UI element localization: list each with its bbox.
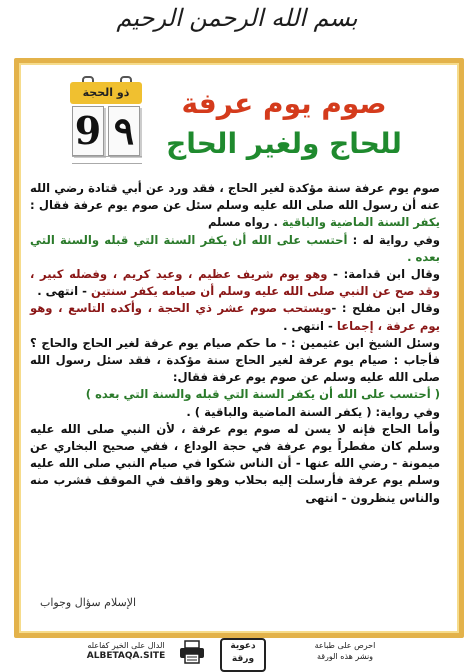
body-text: وقال ابن قدامة: -	[327, 267, 440, 282]
logo-text: دعوية	[230, 641, 256, 651]
body-text: صوم يوم عرفة سنة مؤكدة لغير الحاج ، فقد ورد عن أبي قتادة رضي الله عنه أن رسول الله صلى الله عليه وسلم سئل عن صوم يوم عرفة فقال :	[30, 181, 440, 213]
page-title: صوم يوم عرفة	[181, 87, 387, 120]
logo-text: ورقة	[231, 654, 255, 664]
printer-icon	[178, 640, 206, 664]
body-text: وسئل الشيخ ابن عثيمين : - ما حكم صيام يوم عرفة لغير الحاج والحاج ؟ فأجاب : صيام يوم عرفة لغير الحاج سنة مؤكدة ، فقد سئل رسول الله صلى الله عليه وسلم عن صوم يوم عرفة فقال:	[30, 335, 440, 385]
article-paragraph	[30, 335, 440, 387]
footer	[0, 636, 474, 670]
body-text: - انتهى .	[283, 318, 337, 333]
body-text: وقال ابن مفلح : -	[331, 301, 440, 316]
body-text: وفي رواية: ( يكفر السنة الماضية والباقية ) .	[186, 404, 440, 419]
dawah-logo	[220, 638, 266, 672]
quote-text: أحتسب على الله أن يكفر السنة التي قبله والسنة التي بعده .	[30, 232, 440, 264]
body-text: . رواه مسلم	[207, 215, 282, 230]
quote-text: وهو يوم شريف عظيم ، وعيد كريم ، وفضله كبير ، وقد صح عن النبي صلى الله عليه وسلم أن صيامه يكفر سنتين	[30, 267, 440, 299]
article-paragraph	[30, 266, 440, 300]
page-subtitle: للحاج ولغير الحاج	[166, 127, 402, 160]
basmala-calligraphy: بسم الله الرحمن الرحيم	[116, 4, 358, 32]
article-paragraph	[30, 404, 440, 421]
body-text: وفي رواية له :	[347, 232, 441, 247]
quote-text: ويستحب صوم عشر ذي الحجة ، وأكده التاسع ، وهو يوم عرفة ، إجماعا	[30, 301, 440, 333]
footer-right	[290, 640, 400, 666]
body-text: - انتهى .	[37, 284, 92, 299]
calendar-digit: ٩	[108, 106, 140, 156]
body-text: وأما الحاج فإنه لا يسن له صوم يوم عرفة ، لأن النبي صلى الله عليه وسلم كان مفطراً يوم عرفة في حجة الوداع ، ففي صحيح البخاري عن ميمونة - رضي الله عنها - أن الناس شكوا في صيام النبي صلى الله عليه وسلم يوم عرفة فأرسلت إليه بحلاب وهو واقف في الموقف فشرب منه والناس ينظرون - انتهى	[30, 421, 440, 505]
quote-text: يكفر السنة الماضية والباقية	[281, 215, 440, 230]
article-paragraph	[30, 300, 440, 334]
calendar-digit: 9	[72, 106, 104, 156]
quote-text: ( أحتسب على الله أن يكفر السنة التي قبله والسنة التي بعده )	[85, 387, 440, 402]
article-paragraph	[30, 232, 440, 266]
footer-note: ونشر هذه الورقة	[316, 652, 374, 661]
calendar-month: ذو الحجة	[70, 82, 142, 104]
footer-left	[76, 640, 176, 666]
article-body	[30, 180, 440, 507]
article-paragraph	[30, 386, 440, 403]
article-paragraph	[30, 421, 440, 507]
calendar-sheets	[72, 156, 142, 164]
footer-note: احرص على طباعة	[314, 641, 376, 650]
source-credit: الإسلام سؤال وجواب	[40, 596, 137, 609]
article-paragraph	[30, 180, 440, 232]
footer-site-link[interactable]: ALBETAQA.SITE	[86, 651, 166, 661]
footer-motto: الدال على الخير كفاعله	[87, 641, 165, 650]
